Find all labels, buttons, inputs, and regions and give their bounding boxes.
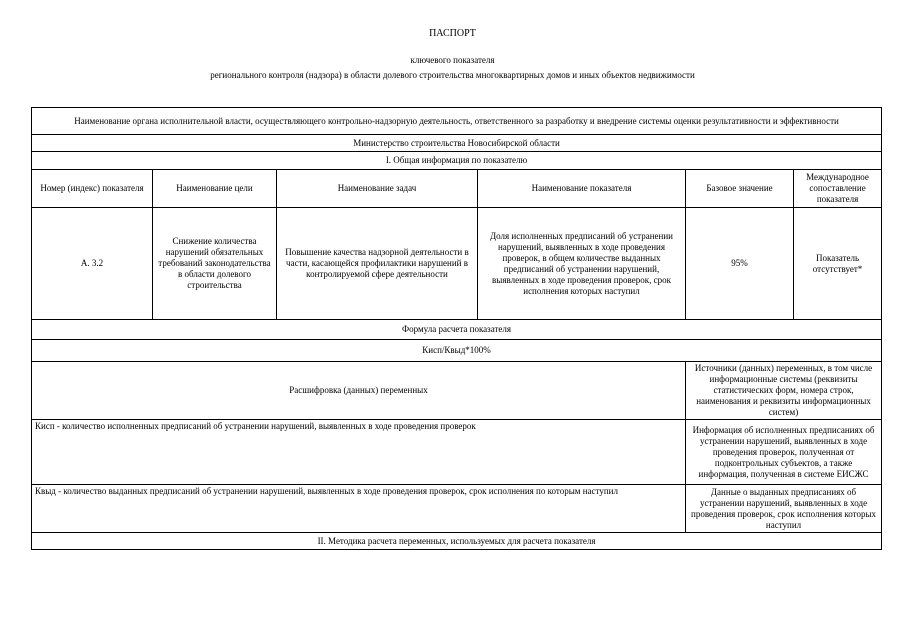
section-general-info: I. Общая информация по показателю <box>32 152 882 170</box>
variable-kisp-description: Кисп - количество исполненных предписаний об устранении нарушений, выявленных в ходе проведения проверок <box>32 420 686 485</box>
formula-label: Формула расчета показателя <box>32 320 882 340</box>
variable-kisp-source: Информация об исполненных предписаниях об устранении нарушений, выявленных в ходе проведения проверок, полученная от подконтрольных субъектов, а также информация, полученная в системе ЕИСЖС <box>686 420 882 485</box>
indicator-index: А. 3.2 <box>32 208 153 320</box>
variable-kvyd-description: Квыд - количество выданных предписаний об устранении нарушений, выявленных в ходе проведения проверок, срок исполнения по которым наступил <box>32 485 686 533</box>
indicator-goal: Снижение количества нарушений обязательных требований законодательства в области долевого строительства <box>153 208 277 320</box>
col-header-tasks: Наименование задач <box>277 170 478 208</box>
formula-value: Кисп/Квыд*100% <box>32 340 882 362</box>
col-header-international: Международное сопоставление показателя <box>794 170 882 208</box>
indicator-name: Доля исполненных предписаний об устранении нарушений, выявленных в ходе проведения проверок, в общем количестве выданных предписаний об устранении нарушений, выявленных в ходе проведения проверок, срок исполнения которых наступил <box>478 208 686 320</box>
indicator-task: Повышение качества надзорной деятельности в части, касающейся профилактики нарушений в контролируемой сфере деятельности <box>277 208 478 320</box>
col-header-goal: Наименование цели <box>153 170 277 208</box>
document-title: ПАСПОРТ <box>429 28 476 39</box>
document-subtitle-scope: регионального контроля (надзора) в области долевого строительства многоквартирных домов и иных объектов недвижимости <box>210 70 695 80</box>
vars-header-description: Расшифровка (данных) переменных <box>32 362 686 420</box>
vars-header-sources: Источники (данных) переменных, в том числе информационные системы (реквизиты статистических форм, номера строк, наименования и реквизиты информационных систем) <box>686 362 882 420</box>
col-header-indicator: Наименование показателя <box>478 170 686 208</box>
col-header-base-value: Базовое значение <box>686 170 794 208</box>
org-label-cell: Наименование органа исполнительной власти, осуществляющего контрольно-надзорную деятельность, ответственного за разработку и внедрение системы оценки результативности и эффективности <box>32 108 882 135</box>
indicator-international: Показатель отсутствует* <box>794 208 882 320</box>
section-methodology: II. Методика расчета переменных, используемых для расчета показателя <box>32 533 882 550</box>
col-header-index: Номер (индекс) показателя <box>32 170 153 208</box>
indicator-base-value: 95% <box>686 208 794 320</box>
variable-kvyd-source: Данные о выданных предписаниях об устранении нарушений, выявленных в ходе проведения проверок, срок исполнения которых наступил <box>686 485 882 533</box>
org-name-cell: Министерство строительства Новосибирской области <box>32 135 882 152</box>
passport-table <box>31 107 882 550</box>
document-subtitle: ключевого показателя <box>410 55 495 65</box>
